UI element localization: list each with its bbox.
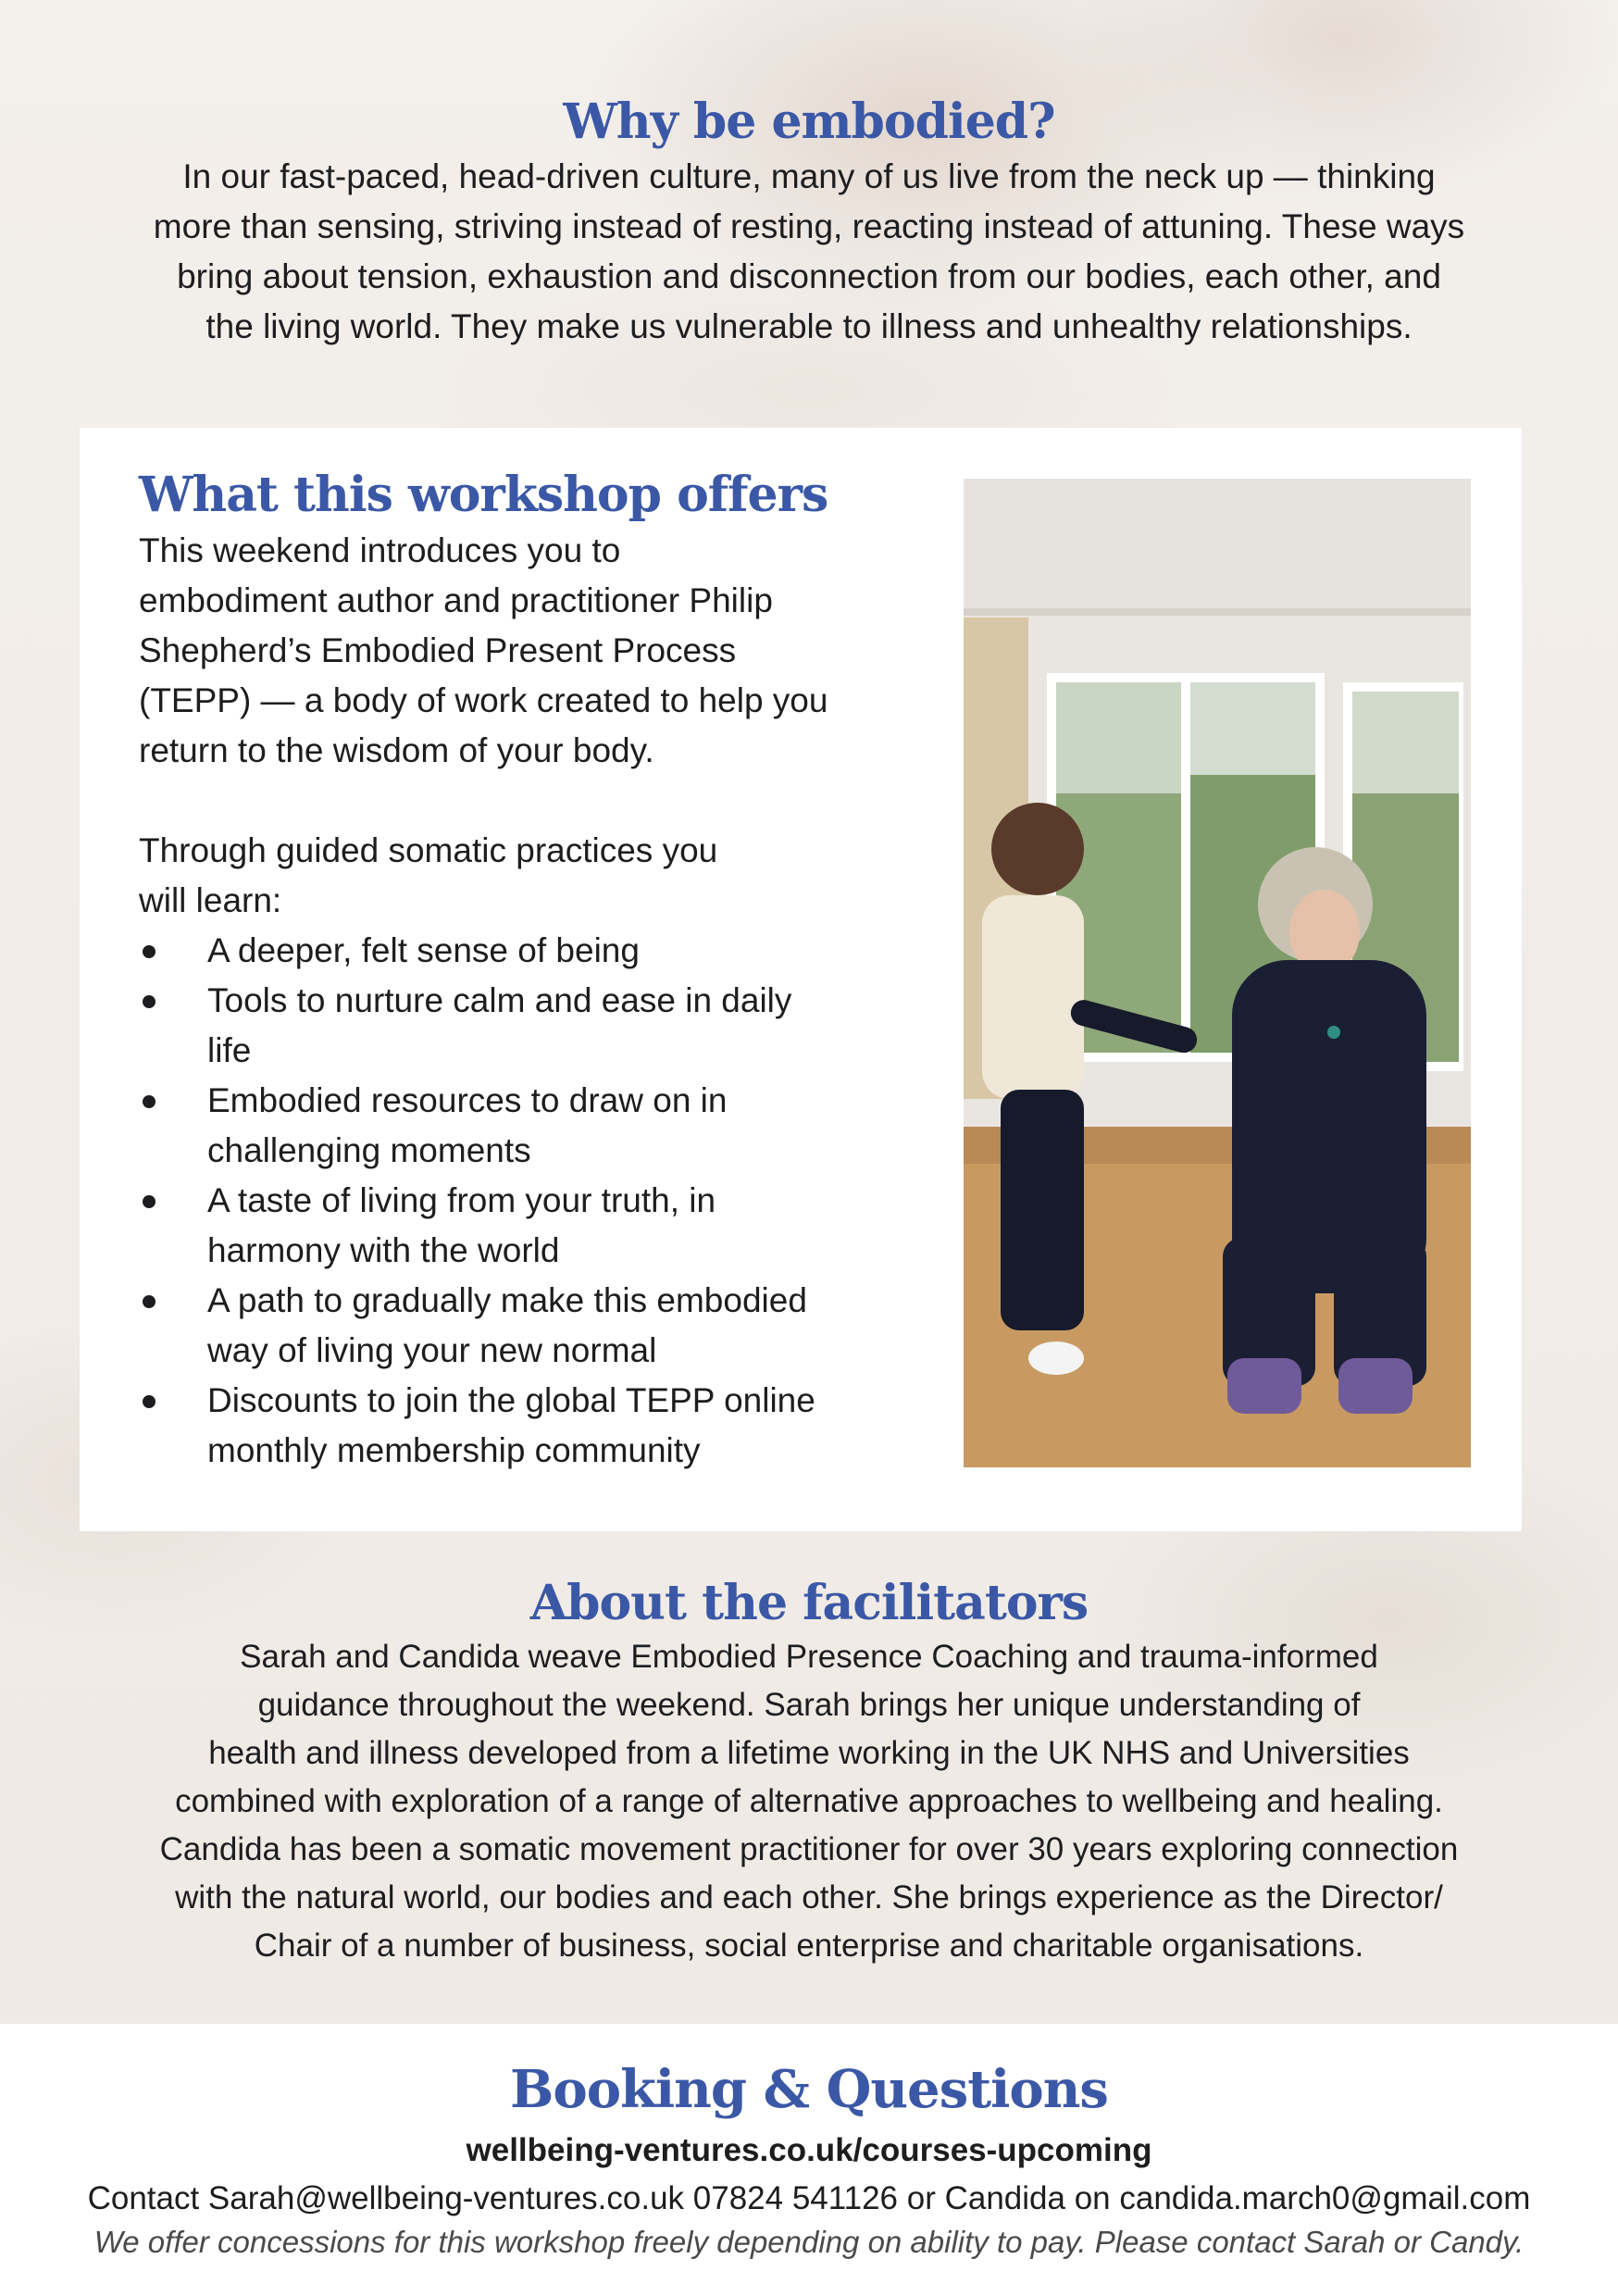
about-line: Candida has been a somatic movement practitioner for over 30 years exploring connection: [159, 1831, 1459, 1867]
about-line: combined with exploration of a range of alternative approaches to wellbeing and healing.: [175, 1783, 1443, 1819]
bullet-line: way of living your new normal: [207, 1331, 657, 1369]
intro-line: return to the wisdom of your body.: [139, 731, 654, 769]
about-line: Chair of a number of business, social enterprise and charitable organisations.: [254, 1928, 1364, 1964]
about-heading: About the facilitators: [529, 1575, 1089, 1631]
offers-intro: [139, 526, 972, 776]
list-item: [139, 1076, 972, 1176]
contact-details: Contact Sarah@wellbeing-ventures.co.uk 07824 541126 or Candida on candida.march0@gmail.com: [87, 2180, 1531, 2216]
bullet-line: monthly membership community: [207, 1431, 701, 1469]
learn-list: [139, 926, 972, 1476]
why-line: bring about tension, exhaustion and disconnection from our bodies, each other, and: [177, 257, 1441, 295]
about-line: Sarah and Candida weave Embodied Presence Coaching and trauma-informed: [240, 1639, 1378, 1675]
booking-section: [0, 2024, 1618, 2296]
bullet-icon: [143, 1395, 156, 1408]
workshop-photo-illustration: [964, 479, 1471, 1467]
bullet-icon: [143, 995, 156, 1008]
why-line: In our fast-paced, head-driven culture, many of us live from the neck up — thinking: [182, 157, 1436, 195]
bullet-icon: [143, 945, 156, 958]
list-item: [139, 926, 972, 976]
intro-line: This weekend introduces you to: [139, 531, 621, 569]
booking-url-link[interactable]: wellbeing-ventures.co.uk/courses-upcoming: [466, 2132, 1152, 2168]
bullet-icon: [143, 1195, 156, 1208]
intro-line: (TEPP) — a body of work created to help you: [139, 681, 828, 719]
list-item: [139, 1176, 972, 1276]
booking-heading: Booking & Questions: [510, 2059, 1108, 2120]
learn-line: Through guided somatic practices you: [139, 831, 718, 869]
bullet-line: A taste of living from your truth, in: [207, 1181, 716, 1219]
why-heading: Why be embodied?: [563, 94, 1055, 150]
bullet-line: challenging moments: [207, 1131, 531, 1169]
bullet-line: A deeper, felt sense of being: [207, 931, 640, 969]
concessions-note: We offer concessions for this workshop freely depending on ability to pay. Please contact Sarah or Candy.: [93, 2225, 1525, 2259]
offers-card: [80, 428, 1522, 1531]
workshop-photo: [964, 479, 1471, 1467]
bullet-icon: [143, 1095, 156, 1108]
learn-line: will learn:: [139, 881, 282, 919]
bullet-line: harmony with the world: [207, 1231, 560, 1269]
about-section: [56, 1574, 1562, 1970]
about-line: guidance throughout the weekend. Sarah brings her unique understanding of: [257, 1687, 1361, 1723]
bullet-line: Embodied resources to draw on in: [207, 1081, 728, 1119]
list-item: [139, 976, 972, 1076]
bullet-line: Discounts to join the global TEPP online: [207, 1381, 815, 1419]
intro-line: embodiment author and practitioner Philip: [139, 581, 773, 619]
bullet-line: Tools to nurture calm and ease in daily: [207, 981, 792, 1019]
offers-heading: What this workshop offers: [139, 467, 828, 523]
why-line: the living world. They make us vulnerable to illness and unhealthy relationships.: [205, 307, 1413, 345]
intro-line: Shepherd’s Embodied Present Process: [139, 631, 737, 669]
list-item: [139, 1376, 972, 1476]
about-line: with the natural world, our bodies and each other. She brings experience as the Director/: [175, 1879, 1443, 1915]
list-item: [139, 1276, 972, 1376]
bullet-icon: [143, 1295, 156, 1308]
offers-text: [139, 465, 972, 1476]
about-line: health and illness developed from a lifetime working in the UK NHS and Universities: [208, 1735, 1410, 1771]
bullet-line: A path to gradually make this embodied: [207, 1281, 807, 1319]
why-line: more than sensing, striving instead of resting, reacting instead of attuning. These ways: [153, 207, 1465, 245]
why-section: [56, 93, 1562, 352]
bullet-line: life: [207, 1031, 252, 1069]
